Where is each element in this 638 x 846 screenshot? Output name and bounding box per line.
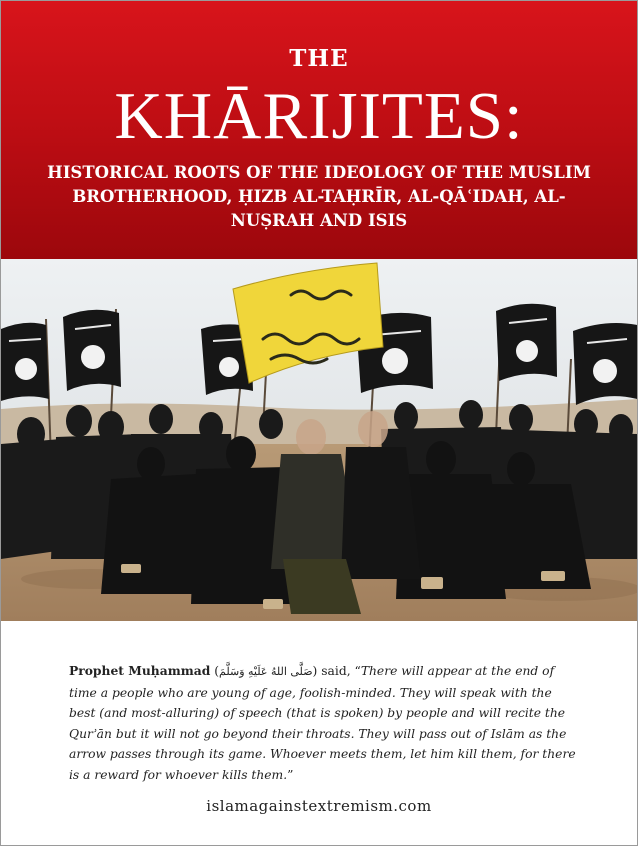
quote-said: said, “ [321, 664, 361, 678]
cover-photo-illustration [1, 259, 637, 621]
website-url: islamagainstextremism.com [206, 797, 432, 815]
quote-honorific: صَلَّى اللهُ عَلَيْهِ وَسَلَّمَ [219, 665, 313, 678]
main-title: KHĀRIJITES: [114, 79, 524, 153]
title-banner [1, 1, 637, 259]
quote-speaker: Prophet Muḥammad [69, 663, 211, 678]
pre-title: THE [289, 45, 349, 72]
subtitle: HISTORICAL ROOTS OF THE IDEOLOGY OF THE MUSLIM BROTHERHOOD, ḤIZB AL-TAḤRĪR, AL-QĀʿIDAH, AL-NUṢRAH AND ISIS [47, 163, 591, 230]
cover-photo [1, 259, 637, 621]
quote-close: ” [287, 767, 294, 782]
quote-text: There will appear at the end of time a people who are young of age, foolish-minded. They will speak with the best (and most-alluring) of speech (that is spoken) by people and will recite the Qurʾān but it will not go beyond their throats. They will pass out of Islām as the arrow passes through its game. Whoever meets them, let him kill them, for there is a reward for whoever kills them. [69, 664, 576, 782]
hadith-quote: Prophet Muḥammad (صَلَّى اللهُ عَلَيْهِ وَسَلَّمَ) said, “There will appear at the end of time a people who are young of age, foolish-minded. They will speak with the best (and most-alluring) of speech (that is spoken) by people and will recite the Qurʾān but it will not go beyond their throats. They will pass out of Islām as the arrow passes through its game. Whoever meets them, let him kill them, for there is a reward for whoever kills them.” [69, 663, 576, 782]
